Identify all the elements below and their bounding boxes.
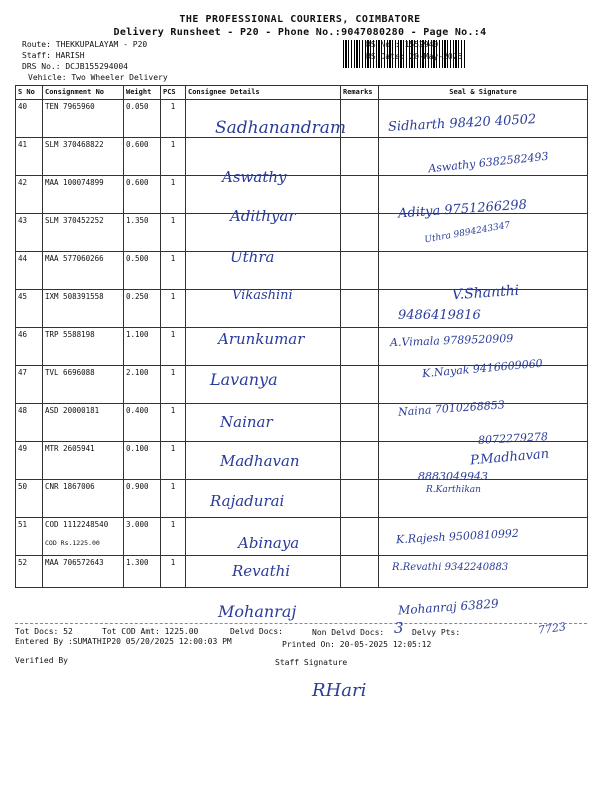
cell-sno: 48: [16, 404, 43, 442]
table-header-row: [16, 86, 588, 100]
cell-pcs: 1: [161, 480, 186, 518]
cell-remarks: [341, 480, 379, 518]
handwritten-signature: Mohanraj 63829: [397, 596, 500, 618]
cell-weight: 1.100: [124, 328, 161, 366]
handwritten-signature: K.Rajesh 9500810992: [395, 526, 520, 547]
cell-pcs: 1: [161, 138, 186, 176]
handwritten-signature: Uthra 9894243347: [423, 220, 512, 246]
cell-pcs: 1: [161, 404, 186, 442]
cell-sno: 46: [16, 328, 43, 366]
non-delivered-docs: Non Delvd Docs:: [312, 628, 385, 637]
handwritten-signature: Sidharth 98420 40502: [387, 112, 537, 135]
cell-weight: 3.000: [124, 518, 161, 556]
cell-weight: 0.600: [124, 176, 161, 214]
staff-signature-label: Staff Signature: [275, 658, 348, 667]
cell-consignment: ASD 20000181: [43, 404, 124, 442]
cell-remarks: [341, 214, 379, 252]
cell-weight: 2.100: [124, 366, 161, 404]
handwritten-signature: P.Madhavan: [469, 446, 550, 469]
cell-weight: 1.350: [124, 214, 161, 252]
staff-label: Staff: HARISH: [22, 51, 85, 60]
cell-remarks: [341, 176, 379, 214]
handwritten-name: Mohanraj: [218, 602, 297, 621]
handwritten-name: Revathi: [232, 562, 291, 580]
cell-sno: 40: [16, 100, 43, 138]
handwritten-signature: Aswathy 6382582493: [427, 149, 550, 176]
cell-pcs: 1: [161, 214, 186, 252]
handwritten-signature: V.Shanthi: [451, 282, 520, 304]
handwritten-name: Abinaya: [238, 534, 300, 552]
cell-consignment: IXM 508391558: [43, 290, 124, 328]
col-seal: Seal & Signature: [379, 86, 588, 100]
handwritten-signature: R.Karthikan: [426, 485, 481, 495]
cell-pcs: 1: [161, 290, 186, 328]
cell-remarks: [341, 404, 379, 442]
cell-weight: 0.600: [124, 138, 161, 176]
verified-by-label: Verified By: [15, 656, 68, 665]
cell-pcs: 1: [161, 100, 186, 138]
handwritten-signature: Aditya 9751266298: [397, 197, 528, 222]
cell-sno: 44: [16, 252, 43, 290]
cell-consignment: [43, 518, 124, 556]
vehicle-label: Vehicle: Two Wheeler Delivery: [28, 73, 168, 82]
col-consignment: Consignment No: [43, 86, 124, 100]
cell-remarks: [341, 138, 379, 176]
cell-weight: 0.900: [124, 480, 161, 518]
cell-remarks: [341, 328, 379, 366]
cell-seal: [379, 480, 588, 518]
handwritten-signature: 9486419816: [398, 308, 481, 323]
cell-sno: 42: [16, 176, 43, 214]
cell-sno: 52: [16, 556, 43, 588]
total-docs: Tot Docs: 52: [15, 627, 73, 636]
handwritten-name: Vikashini: [232, 288, 293, 303]
cell-weight: 0.500: [124, 252, 161, 290]
cell-consignment: TRP 5588198: [43, 328, 124, 366]
handwritten-signature: R.Revathi 9342240883: [392, 562, 509, 573]
cell-sno: 47: [16, 366, 43, 404]
cell-sno: 50: [16, 480, 43, 518]
col-pcs: PCS: [161, 86, 186, 100]
handwritten-signature: Naina 7010268853: [397, 398, 506, 419]
cell-remarks: [341, 290, 379, 328]
cell-consignment: MAA 100074899: [43, 176, 124, 214]
cell-sno: 45: [16, 290, 43, 328]
col-remarks: Remarks: [341, 86, 379, 100]
cell-pcs: 1: [161, 442, 186, 480]
entered-by: Entered By :SUMATHIP20 05/20/2025 12:00:03 PM: [15, 637, 232, 646]
handwritten-name: Rajadurai: [210, 492, 285, 510]
handwritten-name: Uthra: [230, 248, 275, 266]
delivery-points: Delvy Pts:: [412, 628, 461, 637]
cell-weight: 1.300: [124, 556, 161, 588]
cell-consignment: MAA 706572643: [43, 556, 124, 588]
handwritten-name: Lavanya: [210, 370, 278, 389]
cell-consignment: SLM 370452252: [43, 214, 124, 252]
handwritten-name: Sadhanandram: [215, 118, 347, 138]
cell-pcs: 1: [161, 328, 186, 366]
cell-remarks: [341, 442, 379, 480]
table-row: [16, 214, 588, 252]
cell-consignment: TVL 6696088: [43, 366, 124, 404]
staff-signature-scribble: RHari: [312, 680, 367, 701]
consignment-number: COD 1112248540: [45, 520, 109, 529]
total-cod-amount: Tot COD Amt: 1225.00: [102, 627, 199, 636]
table-row: [16, 480, 588, 518]
handwritten-signature: A.Vimala 9789520909: [389, 331, 514, 350]
handwritten-name: Madhavan: [220, 452, 300, 470]
cod-note: COD Rs.1225.00: [45, 539, 100, 547]
rs-date: RS Date: 20-May-2025: [366, 52, 463, 61]
cell-pcs: 1: [161, 518, 186, 556]
drs-number: DRS No.: DCJB155294004: [22, 62, 128, 71]
cell-sno: 41: [16, 138, 43, 176]
cell-sno: 49: [16, 442, 43, 480]
cell-pcs: 1: [161, 252, 186, 290]
delivered-docs: Delvd Docs:: [230, 627, 283, 636]
cell-weight: 0.050: [124, 100, 161, 138]
cell-consignment: CNR 1867006: [43, 480, 124, 518]
cell-pcs: 1: [161, 176, 186, 214]
cell-sno: 43: [16, 214, 43, 252]
printed-on: Printed On: 20-05-2025 12:05:12: [282, 640, 432, 649]
company-title: THE PROFESSIONAL COURIERS, COIMBATORE: [179, 14, 421, 25]
cell-consignment: TEN 7965960: [43, 100, 124, 138]
cell-remarks: [341, 252, 379, 290]
handwritten-signature: 8883049943: [418, 470, 488, 483]
cell-pcs: 1: [161, 556, 186, 588]
cell-weight: 0.250: [124, 290, 161, 328]
runsheet-subtitle: Delivery Runsheet - P20 - Phone No.:9047080280 - Page No.:4: [113, 27, 487, 38]
handwritten-name: Adithyar: [230, 207, 296, 225]
col-weight: Weight: [124, 86, 161, 100]
cell-consignment: MTR 2605941: [43, 442, 124, 480]
footer-divider: [15, 623, 587, 624]
handwritten-signature: 7723: [537, 620, 567, 637]
cell-seal: [379, 252, 588, 290]
cell-remarks: [341, 100, 379, 138]
cell-remarks: [341, 556, 379, 588]
cell-weight: 0.100: [124, 442, 161, 480]
col-sno: S No: [16, 86, 43, 100]
route-label: Route: THEKKUPALAYAM - P20: [22, 40, 148, 49]
handwritten-name: Nainar: [220, 413, 273, 431]
cell-consignment: SLM 370468822: [43, 138, 124, 176]
handwritten-signature: K.Nayak 9416609060: [421, 356, 544, 381]
non-delivered-count: 3: [394, 619, 404, 637]
cell-remarks: [341, 518, 379, 556]
cell-weight: 0.400: [124, 404, 161, 442]
col-consignee: Consignee Details: [186, 86, 341, 100]
handwritten-signature: 8072279278: [477, 430, 549, 447]
rs-number: RS No.: 1552940: [366, 40, 439, 49]
cell-sno: 51: [16, 518, 43, 556]
cell-pcs: 1: [161, 366, 186, 404]
cell-consignment: MAA 577060266: [43, 252, 124, 290]
cell-remarks: [341, 366, 379, 404]
handwritten-name: Aswathy: [222, 168, 287, 186]
handwritten-name: Arunkumar: [218, 330, 305, 348]
